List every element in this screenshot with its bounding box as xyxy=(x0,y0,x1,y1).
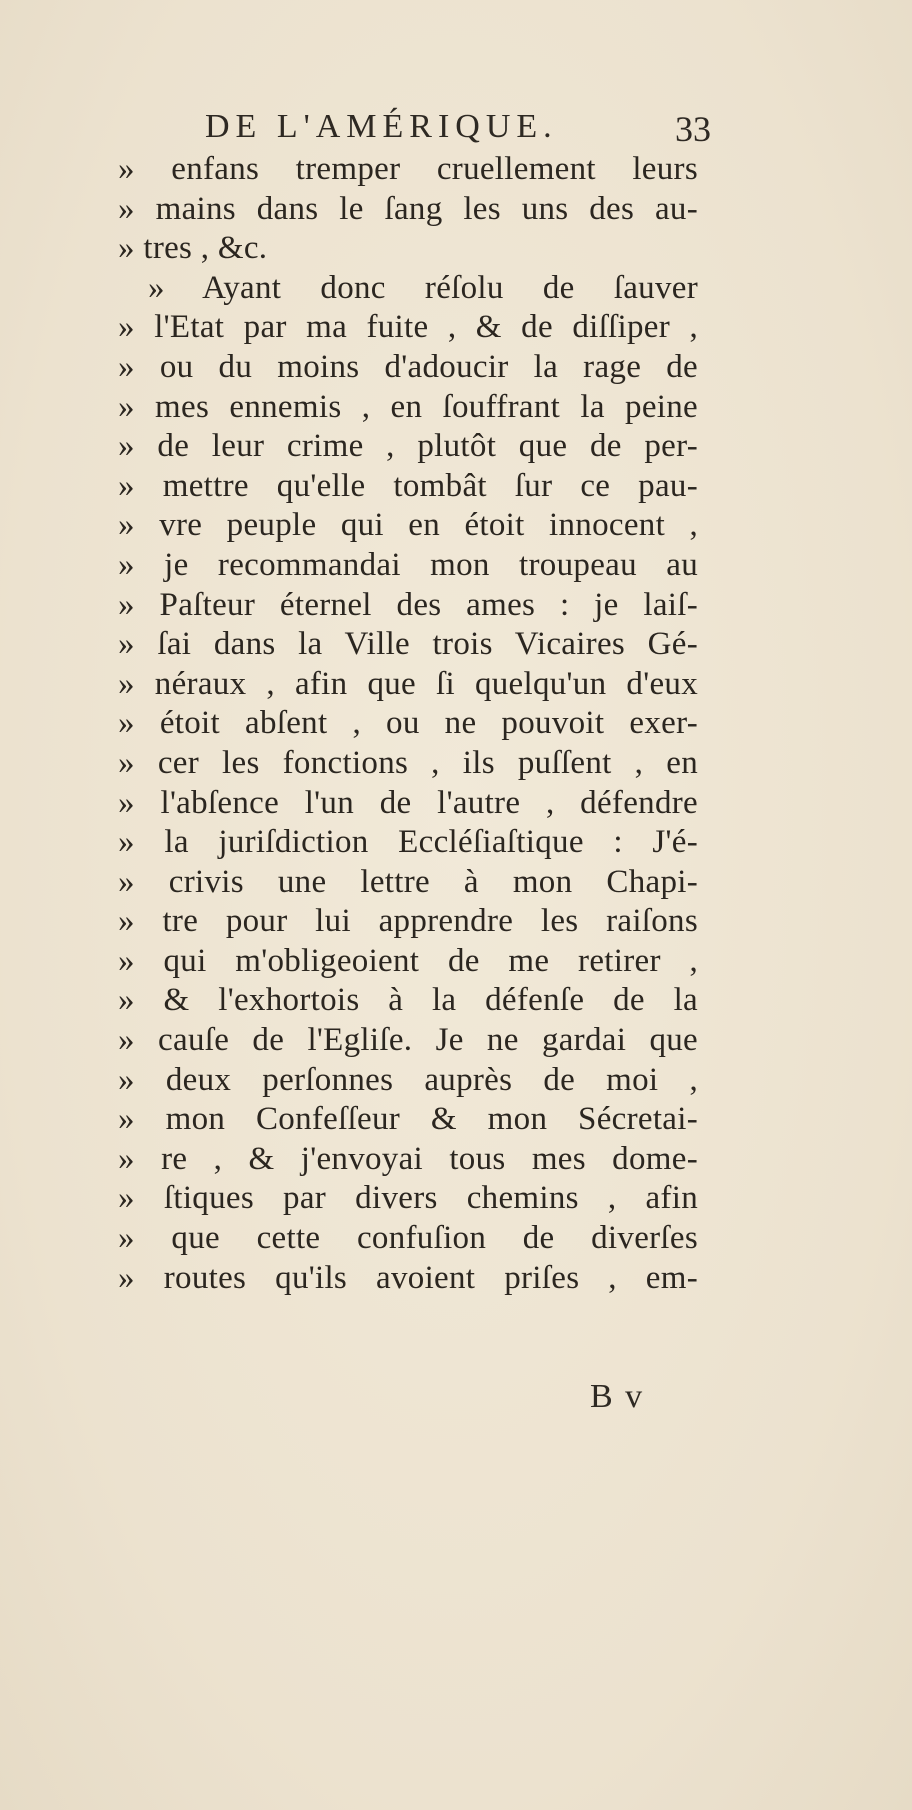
text-line: » néraux , afin que ſi quelqu'un d'eux xyxy=(118,665,698,702)
text-line: » tre pour lui apprendre les raiſons xyxy=(118,903,698,940)
text-line: » mettre qu'elle tombât ſur ce pau- xyxy=(118,467,698,504)
text-line: » cer les fonctions , ils puſſent , en xyxy=(118,744,698,781)
text-line: » Paſteur éternel des ames : je laiſ- xyxy=(118,586,698,623)
text-line: » l'Etat par ma fuite , & de diſſiper , xyxy=(118,309,698,346)
text-line: » crivis une lettre à mon Chapi- xyxy=(118,863,698,900)
text-line: » de leur crime , plutôt que de per- xyxy=(118,428,698,465)
text-line: » cauſe de l'Egliſe. Je ne gardai que xyxy=(118,1022,698,1059)
text-line: » ſtiques par divers chemins , afin xyxy=(118,1180,698,1217)
text-line: » ou du moins d'adoucir la rage de xyxy=(118,348,698,385)
text-line: » étoit abſent , ou ne pouvoit exer- xyxy=(118,705,698,742)
text-line: » l'abſence l'un de l'autre , défendre xyxy=(118,784,698,821)
text-line: » la juriſdiction Eccléſiaſtique : J'é- xyxy=(118,824,698,861)
text-line: » enfans tremper cruellement leurs xyxy=(118,151,698,187)
text-line: » mains dans le ſang les uns des au- xyxy=(118,190,698,227)
text-line: » routes qu'ils avoient priſes , em- xyxy=(118,1259,698,1296)
text-line: » ſai dans la Ville trois Vicaires Gé- xyxy=(118,626,698,663)
page-number: 33 xyxy=(675,109,711,149)
signature-mark: B v xyxy=(590,1378,645,1415)
text-line: » mes ennemis , en ſouffrant la peine xyxy=(118,388,698,425)
running-head: DE L'AMÉRIQUE. xyxy=(205,108,558,145)
text-line: » tres , &c. xyxy=(118,230,268,267)
text-line: » Ayant donc réſolu de ſauver xyxy=(148,269,698,306)
text-line: » je recommandai mon troupeau au xyxy=(118,546,698,583)
body-text xyxy=(118,150,698,1298)
text-line: » mon Confeſſeur & mon Sécretai- xyxy=(118,1101,698,1138)
text-line: » vre peuple qui en étoit innocent , xyxy=(118,507,698,544)
text-line: » re , & j'envoyai tous mes dome- xyxy=(118,1140,698,1177)
text-line: » deux perſonnes auprès de moi , xyxy=(118,1061,698,1098)
text-line: » que cette confuſion de diverſes xyxy=(118,1220,698,1257)
text-line: » qui m'obligeoient de me retirer , xyxy=(118,942,698,979)
text-line: » & l'exhortois à la défenſe de la xyxy=(118,982,698,1019)
